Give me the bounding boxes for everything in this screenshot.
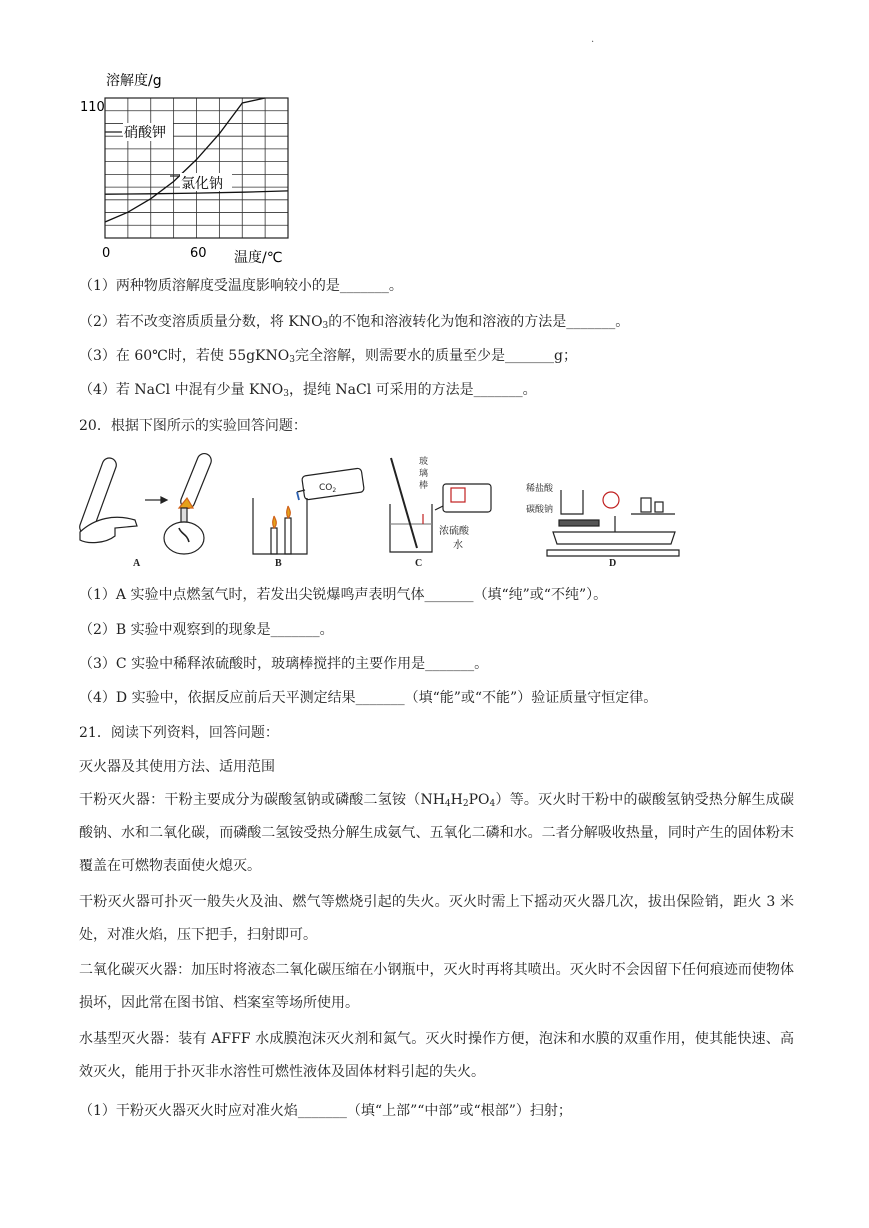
na2co3-label: 碳酸钠 xyxy=(526,505,554,515)
q20-title: 20．根据下图所示的实验回答问题： xyxy=(79,418,307,434)
q19-part2: （2）若不改变溶质质量分数，将 $KNO_3$的不饱和溶液转化为饱和溶液的方法是_______。 xyxy=(79,314,630,331)
kno3-curve xyxy=(105,98,265,222)
solubility-chart xyxy=(78,70,298,270)
q20-part4: （4）D 实验中，依据反应前后天平测定结果_______（填“能”或“不能”）验证质量守恒定律。 xyxy=(79,690,658,706)
q19-part3: （3）在 60℃时，若使 55gKNO$_3$完全溶解，则需要水的质量至少是_______g； xyxy=(79,348,577,365)
water-label: 水 xyxy=(453,540,463,551)
nacl-label: 氯化钠 xyxy=(181,176,223,192)
label-b: B xyxy=(275,558,282,569)
chart-grid xyxy=(105,98,288,238)
figure-c xyxy=(390,455,491,569)
q21-para-water: 水基型灭火器：装有 AFFF 水成膜泡沫灭火剂和氮气。灭火时操作方便，泡沫和水膜的双重作用，使其能快速、高效灭火，能用于扑灭非水溶性可燃性液体及固体材料引起的失火。 xyxy=(79,1031,794,1080)
y-tick-110: 110 xyxy=(80,100,105,115)
acid-label: 浓硫酸 xyxy=(439,526,469,537)
q20-part2: （2）B 实验中观察到的现象是_______。 xyxy=(79,622,334,638)
q20-part1: （1）A 实验中点燃氢气时，若发出尖锐爆鸣声表明气体_______（填“纯”或“不纯”）。 xyxy=(79,587,608,603)
hcl-label: 稀盐酸 xyxy=(526,484,554,494)
q19-part4: （4）若 NaCl 中混有少量 $KNO_3$，提纯 NaCl 可采用的方法是_______。 xyxy=(79,382,537,399)
q21-title: 21．阅读下列资料，回答问题： xyxy=(79,725,279,741)
q20-part3: （3）C 实验中稀释浓硫酸时，玻璃棒搅拌的主要作用是_______。 xyxy=(79,656,489,672)
q21-para-dry-powder: 干粉灭火器：干粉主要成分为碳酸氢钠或磷酸二氢铵$(NH_4H_2PO_4)$等。灭火时干粉中的碳酸氢钠受热分解生成碳酸钠、水和二氧化碳，而磷酸二氢铵受热分解生成氨气、五氧化二磷和水。二者分解吸收热量，同时产生的固体粉末覆盖在可燃物表面使火熄灭。 xyxy=(79,792,794,874)
figure-b xyxy=(253,468,364,569)
x-axis-label: 温度/℃ xyxy=(234,250,283,266)
rod-label-1: 玻 xyxy=(419,457,429,467)
q19-part1: （1）两种物质溶解度受温度影响较小的是_______。 xyxy=(79,278,403,294)
figure-a xyxy=(78,452,214,569)
rod-label-2: 璃 xyxy=(419,469,429,479)
experiment-figures xyxy=(75,452,695,570)
q21-heading: 灭火器及其使用方法、适用范围 xyxy=(79,759,275,775)
co2-label: $CO_2$ xyxy=(319,483,337,494)
y-axis-label: 溶解度/g xyxy=(106,73,162,89)
x-tick-60: 60 xyxy=(190,246,207,261)
label-a: A xyxy=(133,558,141,569)
rod-label-3: 棒 xyxy=(419,481,429,491)
x-tick-0: 0 xyxy=(102,246,111,261)
label-c: C xyxy=(415,558,423,569)
page-marker: . xyxy=(591,34,595,45)
label-d: D xyxy=(609,558,617,569)
q21-para-usage: 干粉灭火器可扑灭一般失火及油、燃气等燃烧引起的失火。灭火时需上下摇动灭火器几次，拔出保险销，距火 3 米处，对准火焰，压下把手，扫射即可。 xyxy=(79,894,794,943)
figure-d xyxy=(526,482,679,569)
q21-part1: （1）干粉灭火器灭火时应对准火焰_______（填“上部”“中部”或“根部”）扫射； xyxy=(79,1103,572,1119)
q21-para-co2: 二氧化碳灭火器：加压时将液态二氧化碳压缩在小钢瓶中，灭火时再将其喷出。灭火时不会因留下任何痕迹而使物体损坏，因此常在图书馆、档案室等场所使用。 xyxy=(79,962,794,1011)
kno3-label: 硝酸钾 xyxy=(124,125,166,141)
